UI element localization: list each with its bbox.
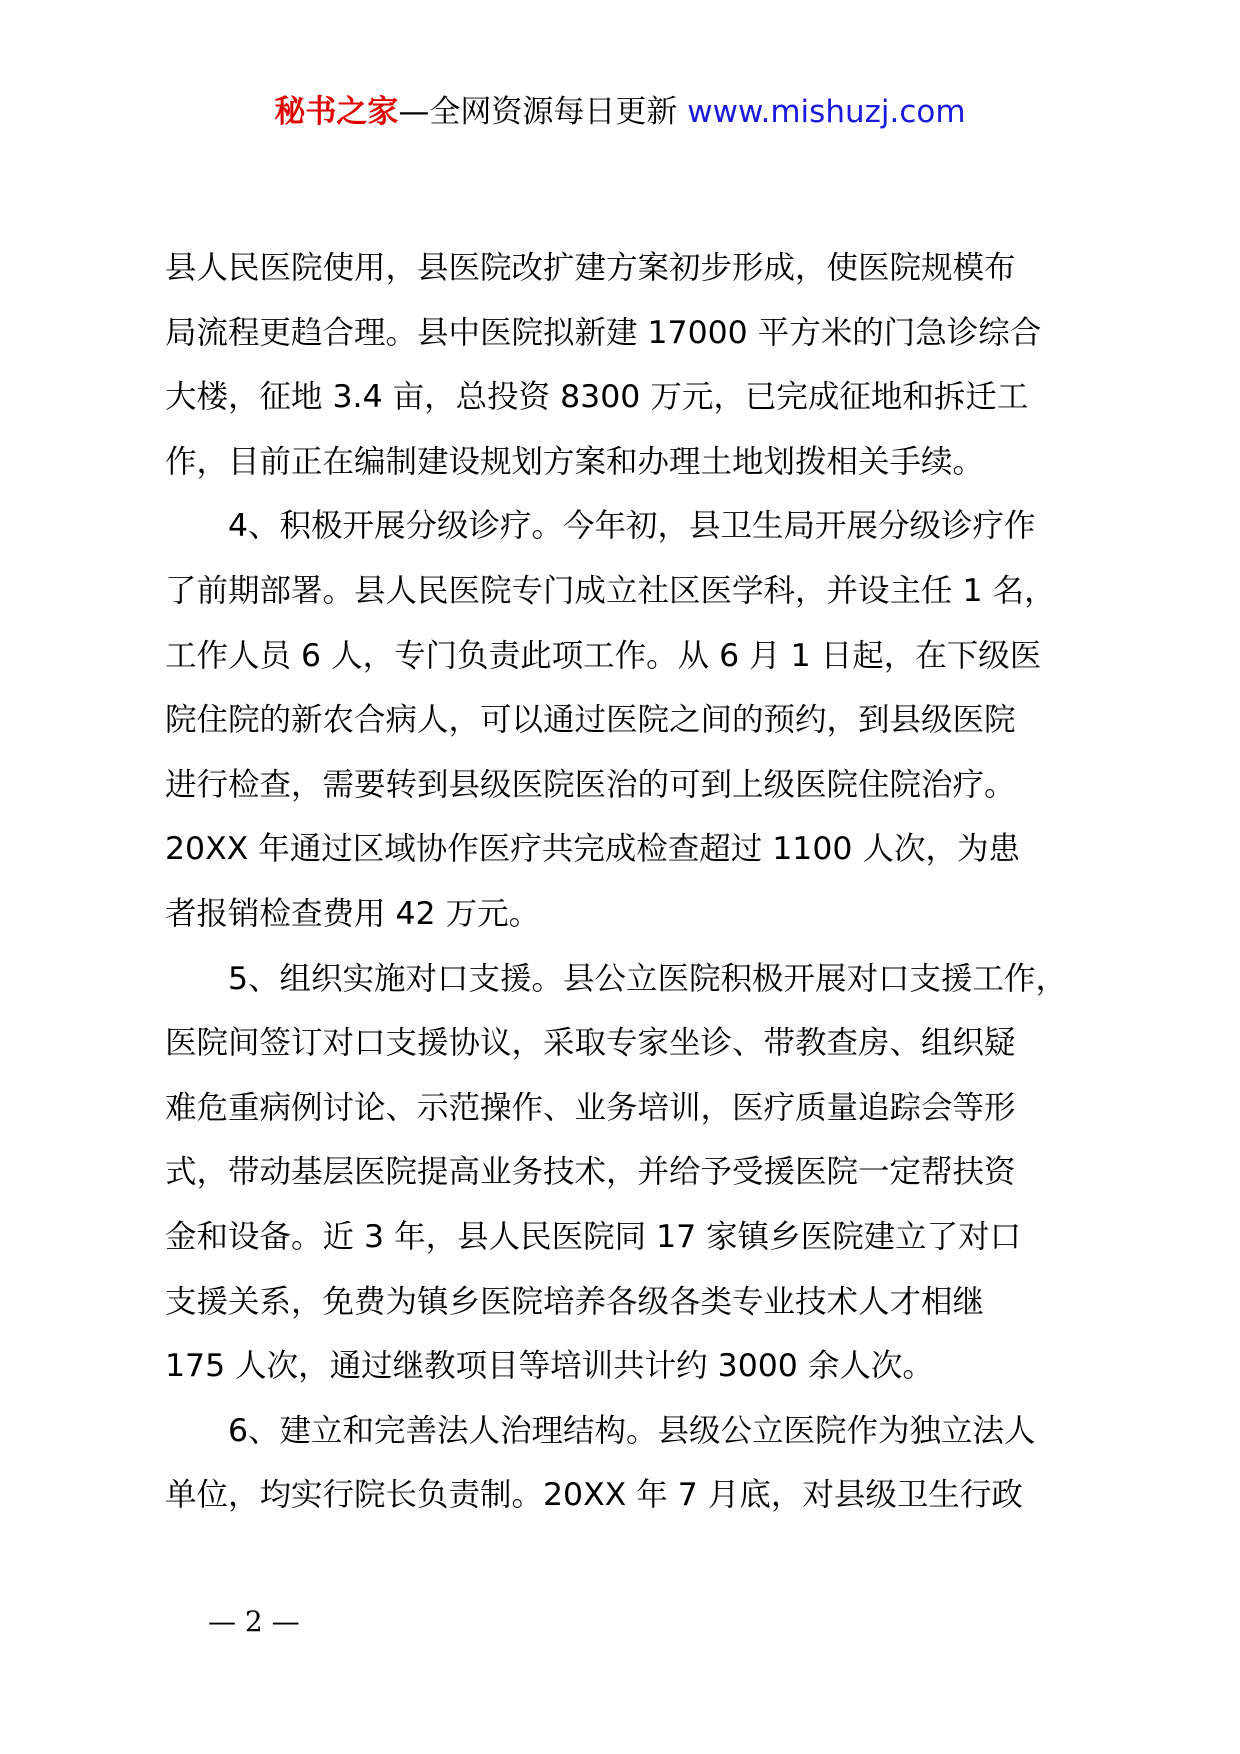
text-line: 4、积极开展分级诊疗。今年初，县卫生局开展分级诊疗作 (165, 508, 1036, 545)
site-url: www.mishuzj.com (687, 94, 966, 130)
site-header (0, 92, 1240, 132)
text-line: 支援关系，免费为镇乡医院培养各级各类专业技术人才相继 (165, 1283, 985, 1320)
text-line: 大楼，征地 3.4 亩，总投资 8300 万元，已完成征地和拆迁工 (165, 379, 1029, 416)
text-line: 式，带动基层医院提高业务技术，并给予受援医院一定帮扶资 (165, 1154, 1016, 1191)
text-line: 进行检查，需要转到县级医院医治的可到上级医院住院治疗。 (165, 766, 1016, 803)
text-line: 县人民医院使用，县医院改扩建方案初步形成，使医院规模布 (165, 250, 1016, 286)
header-slogan: —全网资源每日更新 (398, 94, 688, 130)
text-line: 20XX 年通过区域协作医疗共完成检查超过 1100 人次，为患 (165, 831, 1020, 868)
document-body (165, 236, 1095, 1528)
text-line: 单位，均实行院长负责制。20XX 年 7 月底，对县级卫生行政 (165, 1477, 1023, 1514)
text-line: 院住院的新农合病人，可以通过医院之间的预约，到县级医院 (165, 702, 1016, 739)
brand-name: 秘书之家 (274, 94, 399, 130)
text-line: 局流程更趋合理。县中医院拟新建 17000 平方米的门急诊综合 (165, 314, 1042, 351)
text-line: 作，目前正在编制建设规划方案和办理土地划拨相关手续。 (165, 443, 985, 480)
text-line: 者报销检查费用 42 万元。 (165, 895, 541, 932)
text-line: 难危重病例讨论、示范操作、业务培训，医疗质量追踪会等形 (165, 1089, 1016, 1126)
text-line: 了前期部署。县人民医院专门成立社区医学科，并设主任 1 名， (165, 572, 1056, 609)
page-number: — 2 — (208, 1605, 300, 1638)
text-line: 金和设备。近 3 年，县人民医院同 17 家镇乡医院建立了对口 (165, 1218, 1022, 1255)
text-line: 医院间签订对口支援协议，采取专家坐诊、带教查房、组织疑 (165, 1025, 1016, 1062)
text-line: 6、建立和完善法人治理结构。县级公立医院作为独立法人 (165, 1412, 1036, 1449)
text-line: 5、组织实施对口支援。县公立医院积极开展对口支援工作， (165, 960, 1068, 997)
text-line: 工作人员 6 人，专门负责此项工作。从 6 月 1 日起，在下级医 (165, 637, 1042, 674)
text-line: 175 人次，通过继教项目等培训共计约 3000 余人次。 (165, 1348, 934, 1385)
